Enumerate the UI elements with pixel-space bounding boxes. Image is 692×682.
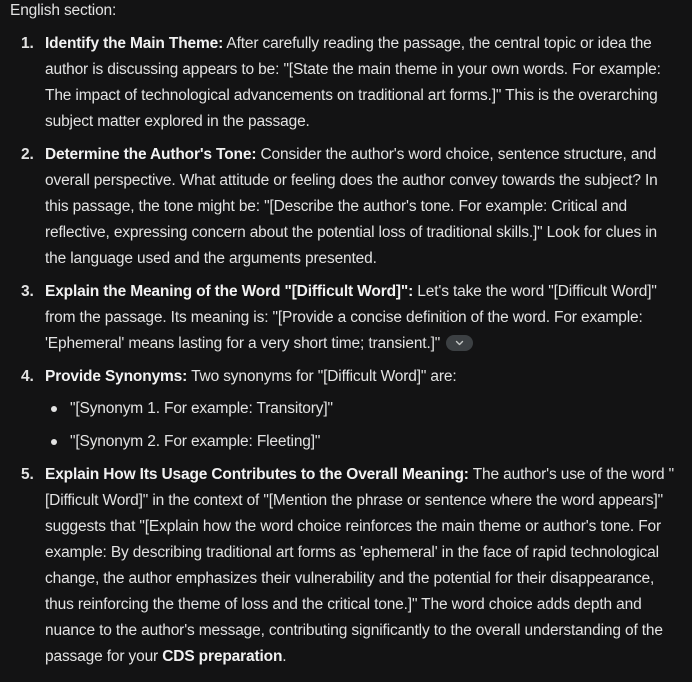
item-heading: Determine the Author's Tone: [45,146,257,163]
item-heading: Provide Synonyms: [45,368,188,385]
steps-list [10,31,680,670]
synonym-item [45,396,680,422]
item-number: 5. [21,466,34,483]
item-body: Consider the author's word choice, sentence structure, and overall perspective. What attitude or feeling does the author convey towards the subject? In this passage, the tone might be: "[Describe the author's tone. For example: Critical and reflective, expressing concern about the potential loss of traditional skills.]" Look for clues in the language used and the arguments presented. [45,146,658,267]
item-heading: Identify the Main Theme: [45,35,224,52]
synonyms-list [45,396,680,455]
item-heading: Explain How Its Usage Contributes to the Overall Meaning: [45,466,469,483]
item-body: The author's use of the word "[Difficult Word]" in the context of "[Mention the phrase or sentence where the word appears]" suggests that "[Explain how the word choice reinforces the main theme or author's tone. For example: By describing traditional art forms as 'ephemeral' in the face of rapid technological change, the author emphasizes their vulnerability and the potential for their disappearance, thus reinforcing the theme of loss and the critical tone.]" The word choice adds depth and nuance to the author's message, contributing significantly to the overall understanding of the passage for your [45,466,674,665]
chevron-down-icon [455,339,464,347]
item-emphasis: CDS preparation [162,648,283,665]
list-item-main-theme [10,31,680,135]
item-number: 1. [21,35,34,52]
synonym-text: "[Synonym 2. For example: Fleeting]" [70,433,321,450]
item-body: Let's take the word "[Difficult Word]" from the passage. Its meaning is: "[Provide a concise definition of the word. For example: 'Ephemeral' means lasting for a very short time; transient.]" [45,283,657,352]
item-body: After carefully reading the passage, the central topic or idea the author is discussing appears to be: "[State the main theme in your own words. For example: The impact of technological advancements on traditional art forms.]" This is the overarching subject matter explored in the passage. [45,35,661,130]
synonym-text: "[Synonym 1. For example: Transitory]" [70,400,333,417]
item-body: Two synonyms for "[Difficult Word]" are: [191,368,457,385]
list-item-synonyms [10,364,680,455]
expand-chip-button[interactable] [446,335,473,351]
item-heading: Explain the Meaning of the Word "[Difficult Word]": [45,283,414,300]
item-number: 2. [21,146,34,163]
item-number: 3. [21,283,34,300]
list-item-word-meaning [10,279,680,357]
bullet-icon [51,406,57,412]
list-item-usage-contribution [10,462,680,670]
item-number: 4. [21,368,34,385]
list-item-author-tone [10,142,680,272]
synonym-item [45,429,680,455]
section-title: English section: [10,2,117,19]
bullet-icon [51,439,57,445]
response-content [10,0,680,677]
item-body-end: . [282,648,287,665]
